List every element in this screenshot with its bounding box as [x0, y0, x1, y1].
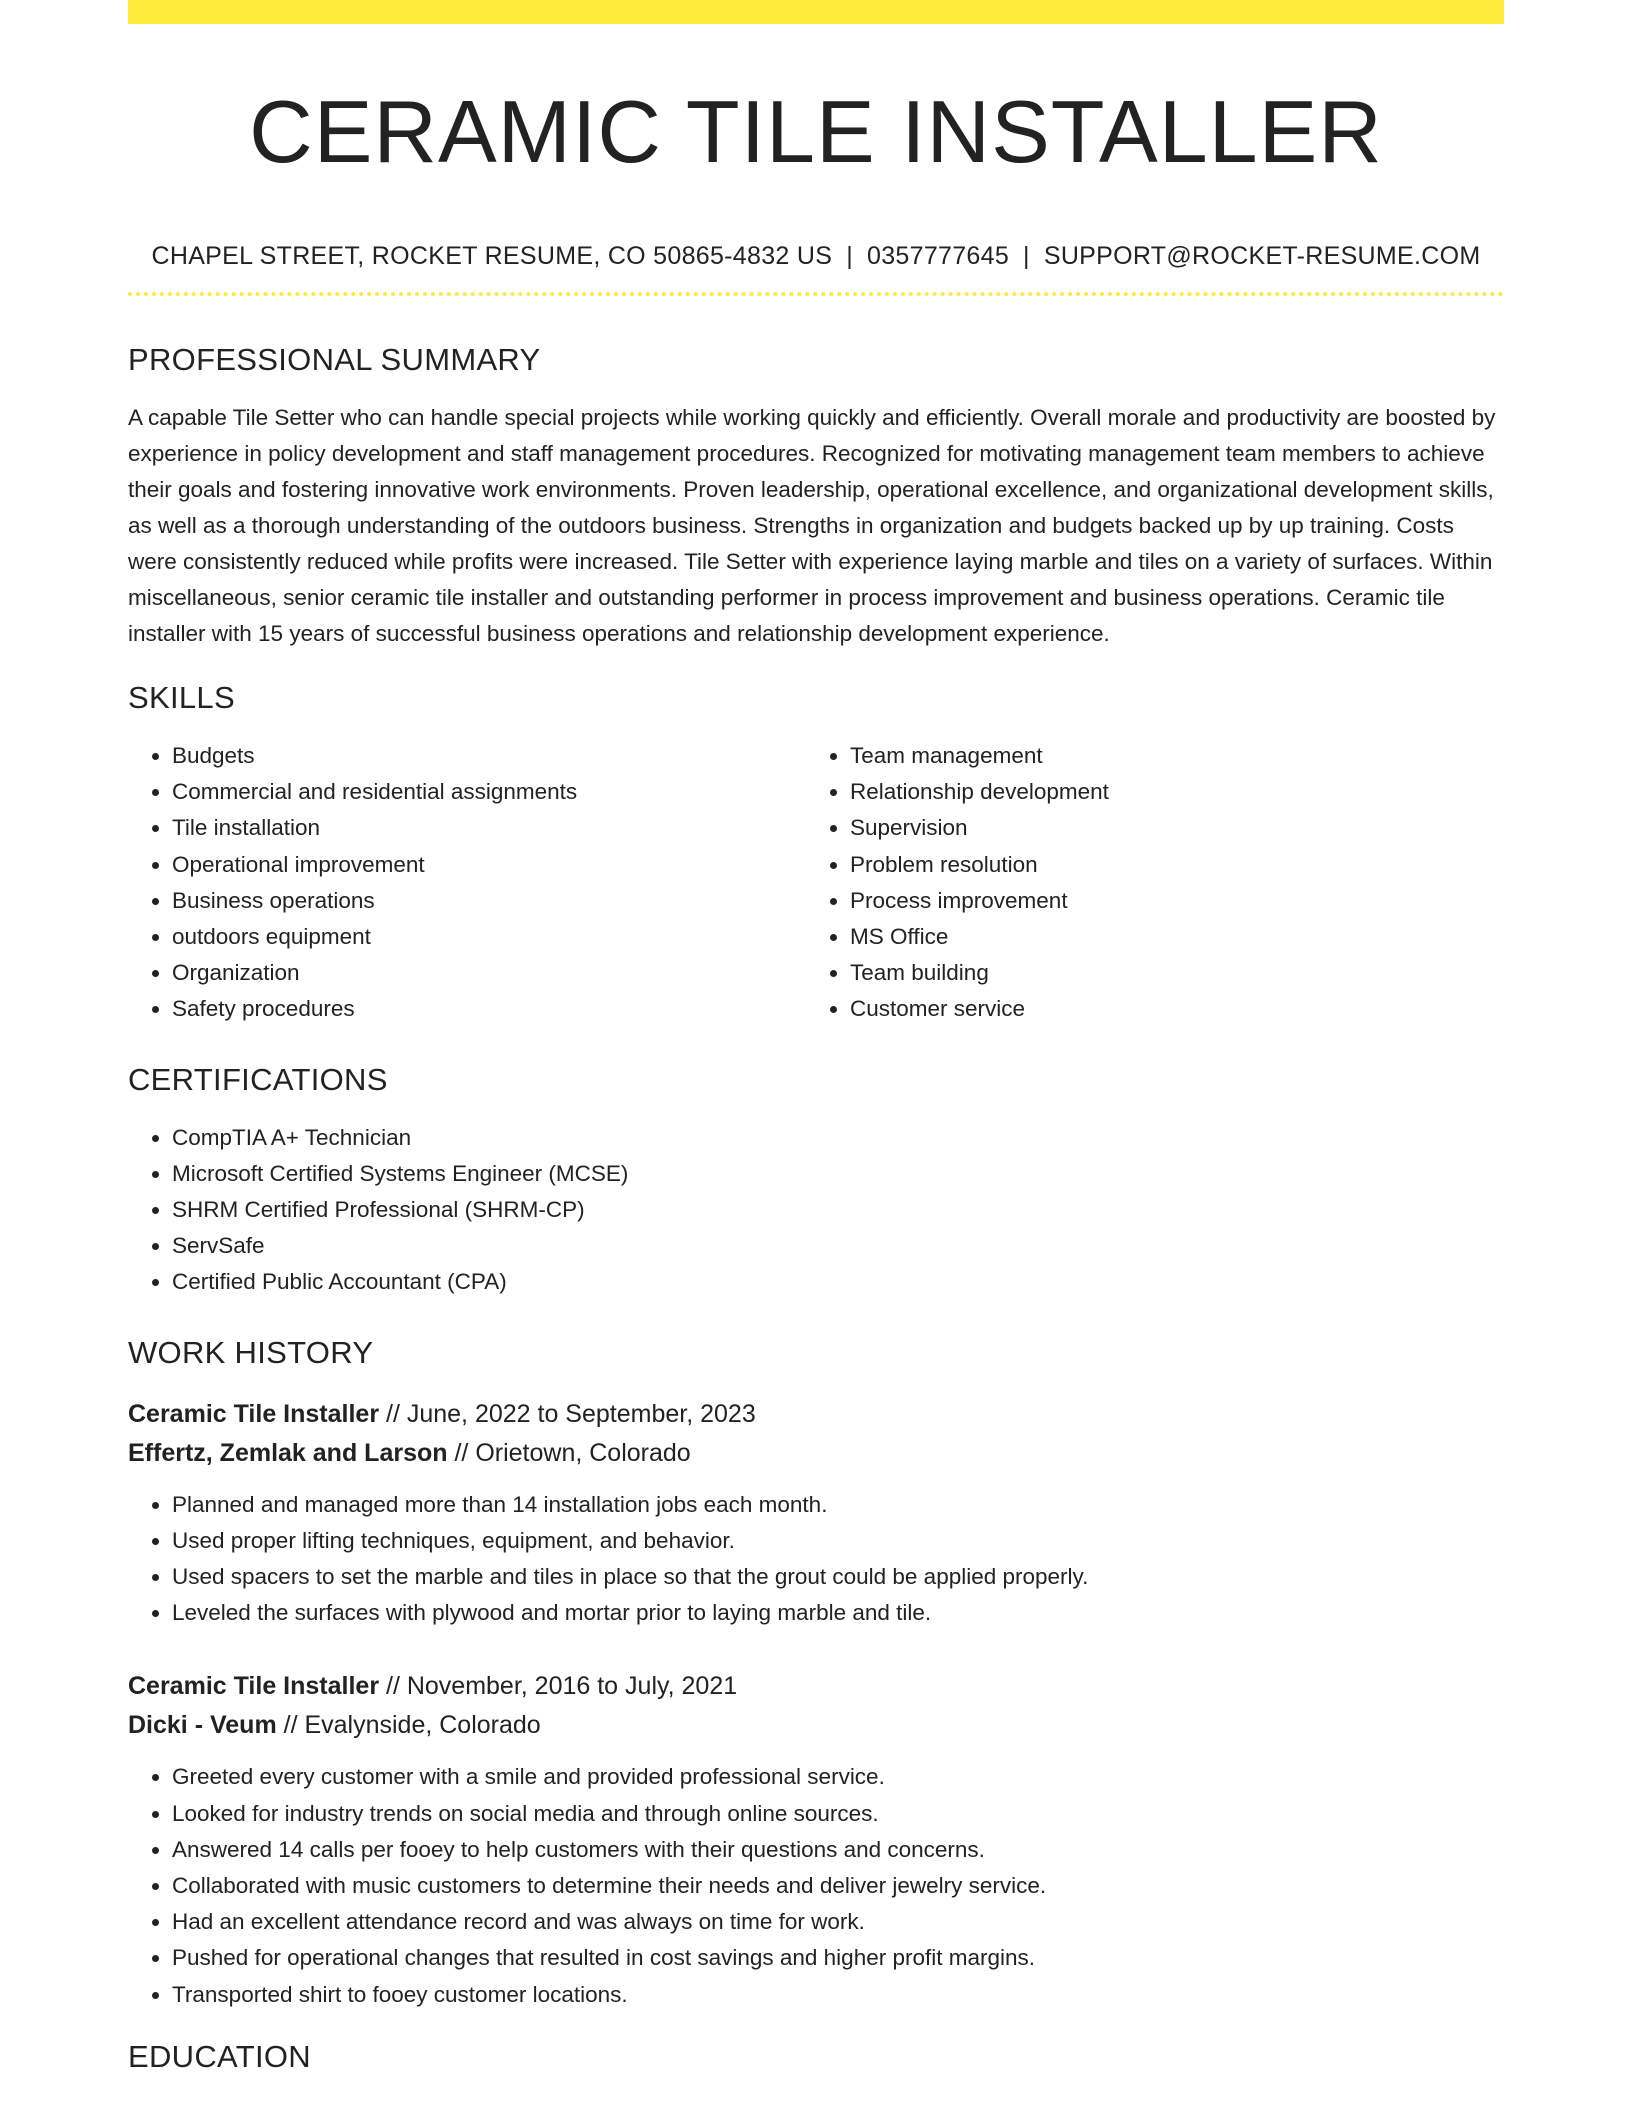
job-bullet: • Used proper lifting techniques, equipment, and behavior. — [172, 1523, 1504, 1559]
contact-address: CHAPEL STREET, ROCKET RESUME, CO 50865-4832 US — [151, 242, 833, 270]
skills-grid — [128, 738, 1504, 1028]
skill-item: • outdoors equipment — [172, 919, 806, 955]
resume-page — [128, 0, 1504, 2077]
job-bullet: • Pushed for operational changes that resulted in cost savings and higher profit margins. — [172, 1940, 1504, 1976]
job-role-line — [128, 1395, 1504, 1434]
job-role-line — [128, 1667, 1504, 1706]
contact-line — [128, 240, 1504, 272]
skill-item: • Safety procedures — [172, 991, 806, 1027]
job-bullet: • Looked for industry trends on social media and through online sources. — [172, 1796, 1504, 1832]
skill-item: • Process improvement — [850, 883, 1484, 919]
skill-item: • Relationship development — [850, 774, 1484, 810]
certification-item: • CompTIA A+ Technician — [172, 1120, 1504, 1156]
certification-item: • ServSafe — [172, 1228, 1504, 1264]
skill-item: • Commercial and residential assignments — [172, 774, 806, 810]
contact-separator: | — [846, 242, 853, 270]
skill-item: • Business operations — [172, 883, 806, 919]
certification-item: • Certified Public Accountant (CPA) — [172, 1264, 1504, 1300]
job-dates: // November, 2016 to July, 2021 — [379, 1672, 738, 1701]
job-bullet: • Answered 14 calls per fooey to help customers with their questions and concerns. — [172, 1832, 1504, 1868]
skills-list-left — [128, 738, 806, 1028]
job-bullet: • Greeted every customer with a smile and provided professional service. — [172, 1759, 1504, 1795]
job-company: Dicki - Veum — [128, 1711, 277, 1740]
certification-item: • Microsoft Certified Systems Engineer (MCSE) — [172, 1156, 1504, 1192]
skills-column-right — [806, 738, 1484, 1028]
job-entry — [128, 1667, 1504, 2012]
skill-item: • Tile installation — [172, 810, 806, 846]
job-bullet: • Planned and managed more than 14 installation jobs each month. — [172, 1487, 1504, 1523]
certifications-heading: CERTIFICATIONS — [128, 1061, 388, 1097]
contact-phone: 0357777645 — [867, 242, 1010, 270]
skills-column-left — [128, 738, 806, 1028]
job-location: // Evalynside, Colorado — [276, 1711, 541, 1740]
summary-text: A capable Tile Setter who can handle special projects while working quickly and efficiently. Overall morale and productivity are boosted by experience in policy development and staff management procedures. Recognized for motivating management team members to achieve their goals and fostering innovative work environments. Proven leadership, operational excellence, and organizational development skills, as well as a thorough understanding of the outdoors business. Strengths in organization and budgets backed up by up training. Costs were consistently reduced while profits were increased. Tile Setter with experience laying marble and tiles on a variety of surfaces. Within miscellaneous, senior ceramic tile installer and outstanding performer in process improvement and business operations. Ceramic tile installer with 15 years of successful business operations and relationship development experience. — [128, 405, 1496, 646]
contact-email: SUPPORT@ROCKET-RESUME.COM — [1043, 242, 1481, 270]
job-company: Effertz, Zemlak and Larson — [128, 1438, 448, 1467]
contact-separator: | — [1023, 242, 1030, 270]
skills-heading: SKILLS — [128, 680, 235, 715]
skill-item: • Team building — [850, 955, 1484, 991]
skill-item: • Budgets — [172, 738, 806, 774]
skill-item: • Supervision — [850, 810, 1484, 846]
job-location: // Orietown, Colorado — [447, 1438, 691, 1467]
dotted-divider — [128, 292, 1504, 296]
skill-item: • Problem resolution — [850, 847, 1484, 883]
resume-title: CERAMIC TILE INSTALLER — [249, 82, 1383, 181]
job-company-line — [128, 1706, 1504, 1745]
skill-item: • Operational improvement — [172, 847, 806, 883]
certification-item: • SHRM Certified Professional (SHRM-CP) — [172, 1192, 1504, 1228]
job-role: Ceramic Tile Installer — [128, 1399, 380, 1428]
skill-item: • MS Office — [850, 919, 1484, 955]
skills-list-right — [806, 738, 1484, 1028]
skill-item: • Organization — [172, 955, 806, 991]
job-role: Ceramic Tile Installer — [128, 1672, 380, 1701]
job-dates: // June, 2022 to September, 2023 — [379, 1399, 756, 1428]
summary-heading: PROFESSIONAL SUMMARY — [128, 342, 541, 377]
skill-item: • Customer service — [850, 991, 1484, 1027]
accent-top-bar — [128, 0, 1504, 24]
job-bullet: • Transported shirt to fooey customer locations. — [172, 1977, 1504, 2013]
job-company-line — [128, 1434, 1504, 1473]
work-history-heading: WORK HISTORY — [128, 1334, 374, 1370]
job-bullets — [128, 1487, 1504, 1632]
skill-item: • Team management — [850, 738, 1484, 774]
certifications-list — [128, 1120, 1504, 1301]
education-heading: EDUCATION — [128, 2038, 311, 2074]
job-bullet: • Had an excellent attendance record and was always on time for work. — [172, 1904, 1504, 1940]
job-entry — [128, 1395, 1504, 1632]
job-bullets — [128, 1759, 1504, 2012]
job-bullet: • Collaborated with music customers to determine their needs and deliver jewelry service. — [172, 1868, 1504, 1904]
job-bullet: • Used spacers to set the marble and tiles in place so that the grout could be applied properly. — [172, 1559, 1504, 1595]
job-bullet: • Leveled the surfaces with plywood and mortar prior to laying marble and tile. — [172, 1595, 1504, 1631]
